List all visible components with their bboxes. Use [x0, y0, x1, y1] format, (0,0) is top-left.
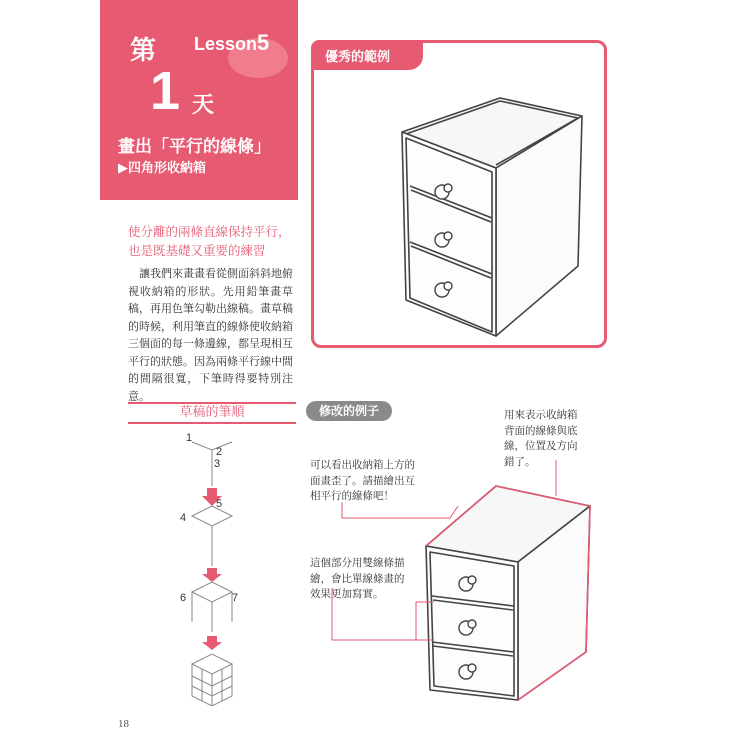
step-number-7: 7 — [232, 592, 239, 604]
lesson-prefix: Lesson — [194, 34, 258, 54]
note-top-face: 可以看出收納箱上方的面畫歪了。請描繪出互相平行的線條吧！ — [310, 459, 415, 502]
intro-heading — [128, 222, 298, 260]
intro-heading-line1: 使分離的兩條直線保持平行， — [128, 224, 291, 239]
note-double-lines: 這個部分用雙線條描繪，會比單線條畫的效果更加寫實。 — [310, 557, 405, 600]
good-drawer-box-illustration — [320, 80, 600, 342]
step-number-1: 1 — [186, 432, 193, 444]
day-number: 1 — [150, 61, 181, 121]
note-back-lines: 用來表示收納箱背面的線條與底線，位置及方向錯了。 — [504, 409, 578, 468]
intro-heading-line2: 也是既基礎又重要的練習 — [128, 243, 266, 258]
lesson-subtitle: ▶四角形收納箱 — [118, 161, 206, 176]
fix-example-label: 修改的例子 — [318, 404, 379, 418]
step-number-3: 3 — [214, 458, 221, 470]
good-example-label: 優秀的範例 — [325, 50, 391, 65]
page-number: 18 — [118, 718, 129, 730]
draft-procedure-title: 草稿的筆順 — [179, 405, 245, 420]
lesson-label — [194, 30, 269, 56]
day-unit: 天 — [192, 93, 215, 118]
step-number-4: 4 — [180, 512, 187, 524]
step-number-2: 2 — [216, 446, 223, 458]
step-number-6: 6 — [180, 592, 187, 604]
lesson-title: 畫出「平行的線條」 — [118, 137, 271, 157]
step-number-5: 5 — [216, 498, 223, 510]
draft-title-rule-bottom — [128, 422, 296, 424]
intro-body: 讓我們來畫畫看從側面斜斜地俯視收納箱的形狀。先用鉛筆畫草稿，再用色筆勾勒出線稿。畫草稿的時候，利用筆直的線條使收納箱三個面的每一條邊線，都呈現相互平行的狀態。因為兩條平行線中間的間隔很寬，下筆時得要特別注意。 — [128, 267, 293, 403]
day-label: 第 — [130, 36, 157, 66]
lesson-number: 5 — [257, 30, 270, 55]
